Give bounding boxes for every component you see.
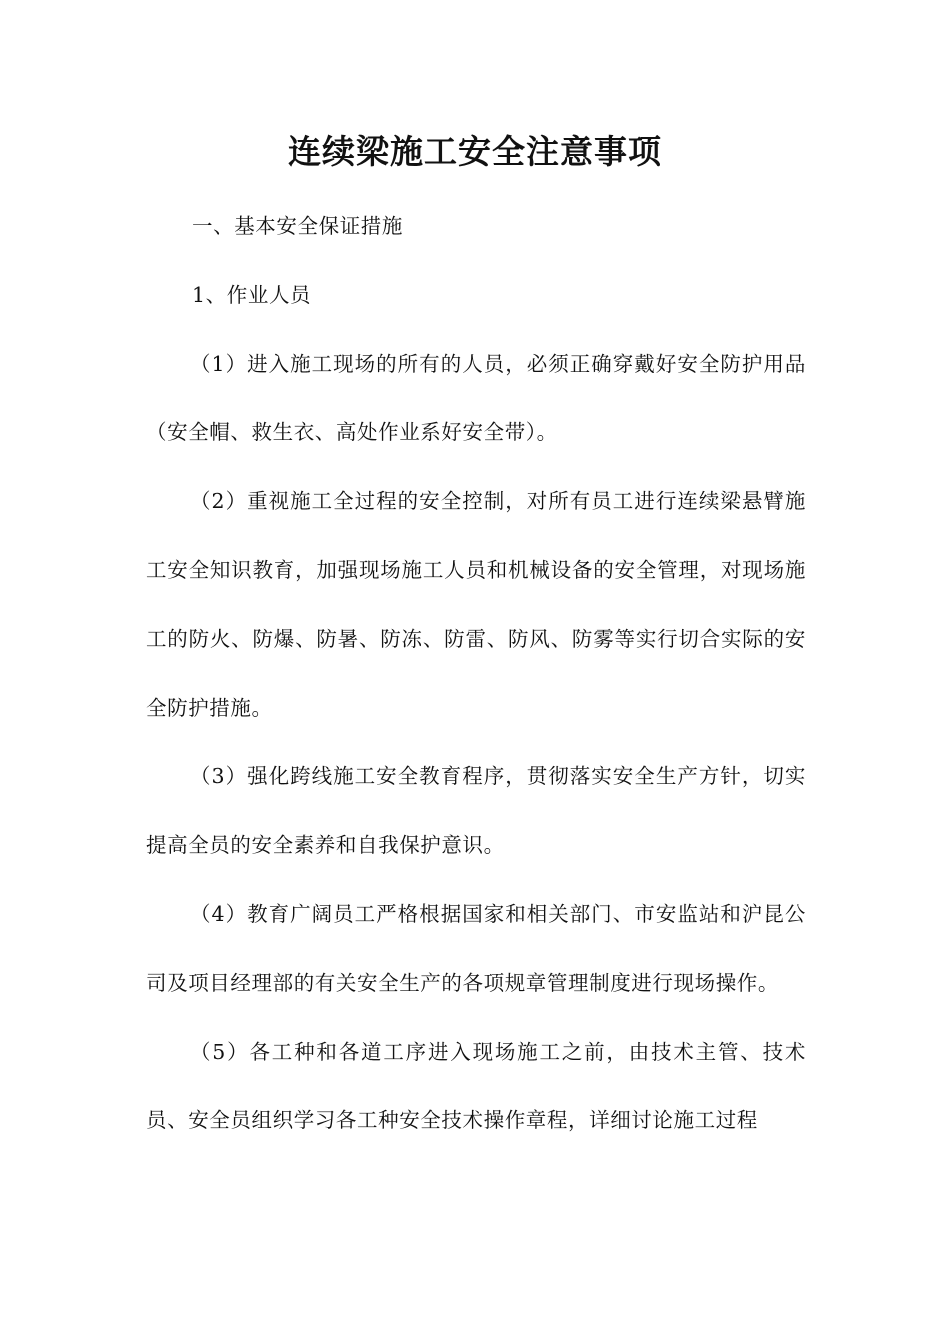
document-title: 连续梁施工安全注意事项: [288, 132, 662, 171]
paragraph-5: （5）各工种和各道工序进入现场施工之前，由技术主管、技术员、安全员组织学习各工种安全技术操作章程，详细讨论施工过程: [146, 1039, 806, 1133]
paragraph-3: （3）强化跨线施工安全教育程序，贯彻落实安全生产方针，切实提高全员的安全素养和自我保护意识。: [146, 764, 806, 858]
subsection-heading: 1、作业人员: [192, 282, 312, 307]
document-body: [146, 192, 806, 1155]
section-heading: 一、基本安全保证措施: [192, 214, 403, 238]
paragraph-4: （4）教育广阔员工严格根据国家和相关部门、市安监站和沪昆公司及项目经理部的有关安全生产的各项规章管理制度进行现场操作。: [146, 901, 806, 995]
paragraph-2: （2）重视施工全过程的安全控制，对所有员工进行连续梁悬臂施工安全知识教育，加强现场施工人员和机械设备的安全管理，对现场施工的防火、防爆、防暑、防冻、防雷、防风、防雾等实行切合实际的安全防护措施。: [146, 489, 806, 720]
paragraph-1: （1）进入施工现场的所有的人员，必须正确穿戴好安全防护用品（安全帽、救生衣、高处作业系好安全带）。: [146, 351, 806, 445]
